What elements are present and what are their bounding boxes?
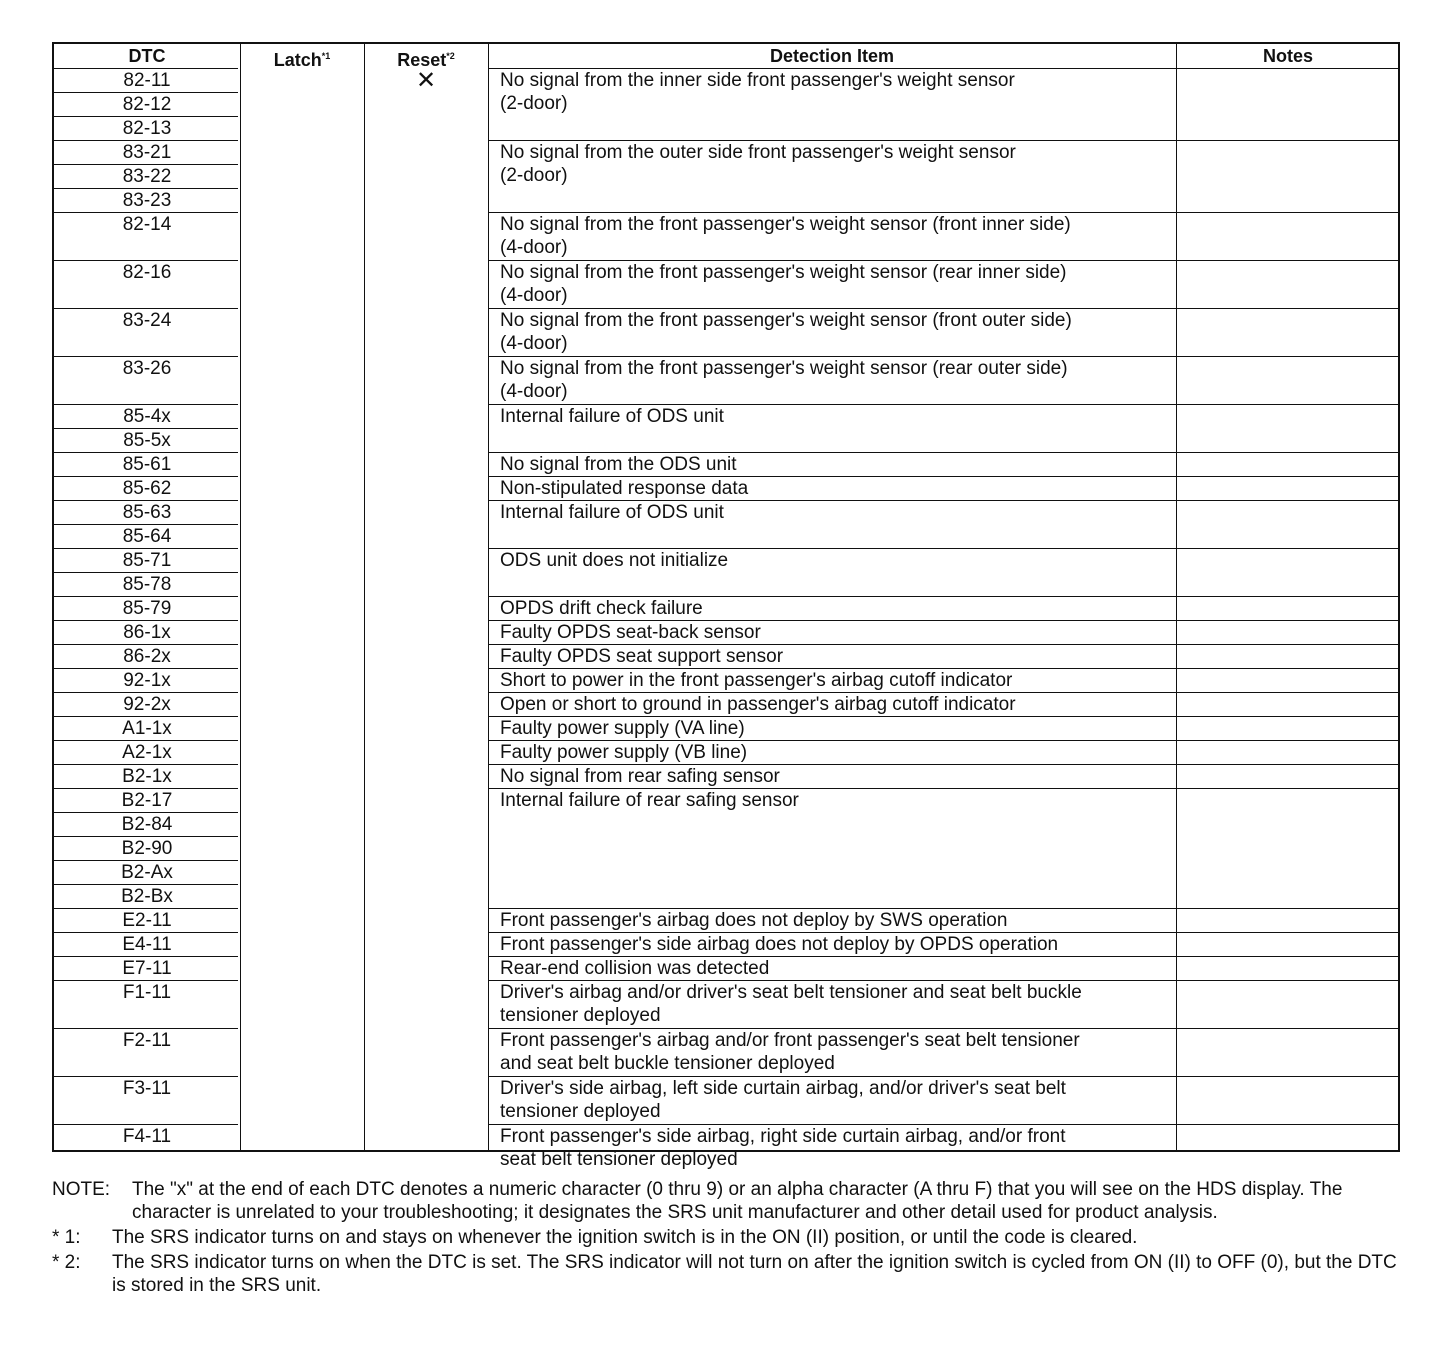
footnote-2 [52,1251,1412,1297]
detection-item [500,1029,1180,1075]
dtc-code: 85-71 [122,550,172,571]
detection-item [500,981,1180,1027]
dtc-code: B2-Ax [121,862,173,883]
dtc-code: 82-13 [122,118,172,139]
dtc-code: 92-1x [123,670,171,691]
note-label: NOTE: [52,1179,111,1200]
detection-item [500,141,1180,187]
dtc-code: 86-1x [123,622,171,643]
detection-item-line: Faulty OPDS seat-back sensor [500,622,761,643]
dtc-code: B2-Bx [121,886,173,907]
detection-item [500,717,1180,740]
detection-item-line: Rear-end collision was detected [500,958,770,979]
header-dtc: DTC [128,46,166,66]
dtc-code: 86-2x [123,646,171,667]
detection-item-line: Faulty power supply (VA line) [500,718,745,739]
dtc-code: B2-84 [121,814,173,835]
detection-item-line: No signal from the front passenger's weight sensor (front outer side) [500,310,1072,331]
detection-item [500,693,1180,716]
detection-item-line: Non-stipulated response data [500,478,749,499]
detection-item-line: No signal from the front passenger's weight sensor (front inner side) [500,214,1071,235]
detection-item-line: tensioner deployed [500,1005,661,1026]
dtc-code: F3-11 [122,1078,172,1099]
dtc-code: 85-64 [122,526,172,547]
detection-item-line: No signal from the ODS unit [500,454,737,475]
detection-item [500,741,1180,764]
detection-item-line: Short to power in the front passenger's airbag cutoff indicator [500,670,1013,691]
detection-item [500,213,1180,259]
detection-item [500,909,1180,932]
dtc-code: E4-11 [122,934,172,955]
dtc-code: 82-11 [123,70,171,91]
detection-item [500,789,1180,812]
detection-item-line: (2-door) [500,93,568,114]
dtc-code: A2-1x [122,742,172,763]
detection-item [500,1077,1180,1123]
detection-item-line: Front passenger's airbag and/or front passenger's seat belt tensioner [500,1030,1080,1051]
header-reset: Reset$^{*2}$ [397,50,455,70]
detection-item-line: Faulty power supply (VB line) [500,742,748,763]
detection-item [500,405,1180,428]
dtc-code: 85-63 [122,502,172,523]
detection-item-line: Driver's airbag and/or driver's seat belt tensioner and seat belt buckle [500,982,1082,1003]
detection-item-line: (4-door) [500,237,568,258]
detection-item [500,309,1180,355]
dtc-code: 83-26 [122,358,172,379]
header-latch: Latch$^{*1}$ [273,50,331,70]
detection-item [500,549,1180,572]
dtc-code: 83-21 [122,142,172,163]
detection-item-line: Front passenger's side airbag, right side curtain airbag, and/or front [500,1126,1066,1147]
detection-item-line: No signal from the inner side front passenger's weight sensor [500,70,1015,91]
dtc-code: A1-1x [122,718,172,739]
dtc-code: 83-23 [122,190,172,211]
dtc-code: 82-12 [122,94,172,115]
detection-item-line: (2-door) [500,165,568,186]
detection-item [500,453,1180,476]
footnote-2-label: * 2: [52,1252,81,1273]
detection-item-line: Open or short to ground in passenger's airbag cutoff indicator [500,694,1016,715]
dtc-code: 82-16 [122,262,172,283]
dtc-code: 85-62 [122,478,172,499]
detection-item-line: No signal from the front passenger's weight sensor (rear outer side) [500,358,1068,379]
detection-item-line: ODS unit does not initialize [500,550,729,571]
detection-item-line: and seat belt buckle tensioner deployed [500,1053,835,1074]
detection-item [500,357,1180,403]
dtc-code: 83-22 [122,166,172,187]
detection-item [500,957,1180,980]
detection-item-line: Front passenger's airbag does not deploy by SWS operation [500,910,1008,931]
dtc-code: 85-61 [122,454,172,475]
dtc-code: 85-4x [123,406,171,427]
detection-item [500,933,1180,956]
detection-item [500,261,1180,307]
column-divider [488,44,489,1150]
footnote-1-text: The SRS indicator turns on and stays on whenever the ignition switch is in the ON (II) position, or until the code is cleared. [112,1227,1138,1248]
dtc-code: 83-24 [122,310,172,331]
detection-item [500,597,1180,620]
detection-item [500,621,1180,644]
detection-item-line: (4-door) [500,285,568,306]
detection-item-line: (4-door) [500,381,568,402]
dtc-code: 85-78 [122,574,172,595]
reset-mark: ✕ [415,67,437,94]
header-detection-item: Detection Item [769,46,895,66]
dtc-code: E2-11 [122,910,172,931]
footnote-2-text: The SRS indicator turns on when the DTC is set. The SRS indicator will not turn on after the ignition switch is cycled from ON (II) to OFF (0), but the DTC is stored in the SRS unit. [112,1252,1397,1296]
detection-item [500,1125,1180,1171]
detection-item-line: Front passenger's side airbag does not deploy by OPDS operation [500,934,1059,955]
note-text: The "x" at the end of each DTC denotes a numeric character (0 thru 9) or an alpha character (A thru F) that you will see on the HDS display. The character is unrelated to your troubleshooting; it designates the SRS unit manufacturer and other detail used for product analysis. [132,1179,1343,1223]
dtc-code: 82-14 [122,214,172,235]
dtc-code: B2-17 [121,790,173,811]
detection-item [500,645,1180,668]
detection-item-line: No signal from the outer side front passenger's weight sensor [500,142,1016,163]
column-divider [240,44,241,1150]
dtc-code: 85-5x [123,430,171,451]
dtc-code: F1-11 [122,982,172,1003]
detection-item [500,501,1180,524]
detection-item-line: Internal failure of ODS unit [500,502,724,523]
detection-item-line: Faulty OPDS seat support sensor [500,646,784,667]
detection-item-line: (4-door) [500,333,568,354]
detection-item-line: Driver's side airbag, left side curtain airbag, and/or driver's seat belt [500,1078,1066,1099]
detection-item-line: Internal failure of ODS unit [500,406,724,427]
dtc-code: 85-79 [122,598,172,619]
dtc-code: B2-90 [121,838,173,859]
dtc-code: B2-1x [122,766,172,787]
note-paragraph [52,1178,1412,1224]
footnote-1-label: * 1: [52,1227,81,1248]
detection-item-line: OPDS drift check failure [500,598,703,619]
footnote-1 [52,1226,1412,1249]
detection-item-line: tensioner deployed [500,1101,661,1122]
footnotes [52,1178,1412,1297]
dtc-code: E7-11 [122,958,172,979]
detection-item [500,69,1180,115]
detection-item-line: No signal from rear safing sensor [500,766,780,787]
detection-item [500,477,1180,500]
dtc-table [52,42,1400,1170]
column-divider [364,44,365,1150]
detection-item-line: No signal from the front passenger's weight sensor (rear inner side) [500,262,1067,283]
detection-item-line: Internal failure of rear safing sensor [500,790,799,811]
dtc-code: F2-11 [122,1030,172,1051]
dtc-code: 92-2x [123,694,171,715]
header-notes: Notes [1262,46,1313,66]
dtc-code: F4-11 [122,1126,172,1147]
detection-item [500,669,1180,692]
detection-item-line: seat belt tensioner deployed [500,1149,738,1170]
detection-item [500,765,1180,788]
